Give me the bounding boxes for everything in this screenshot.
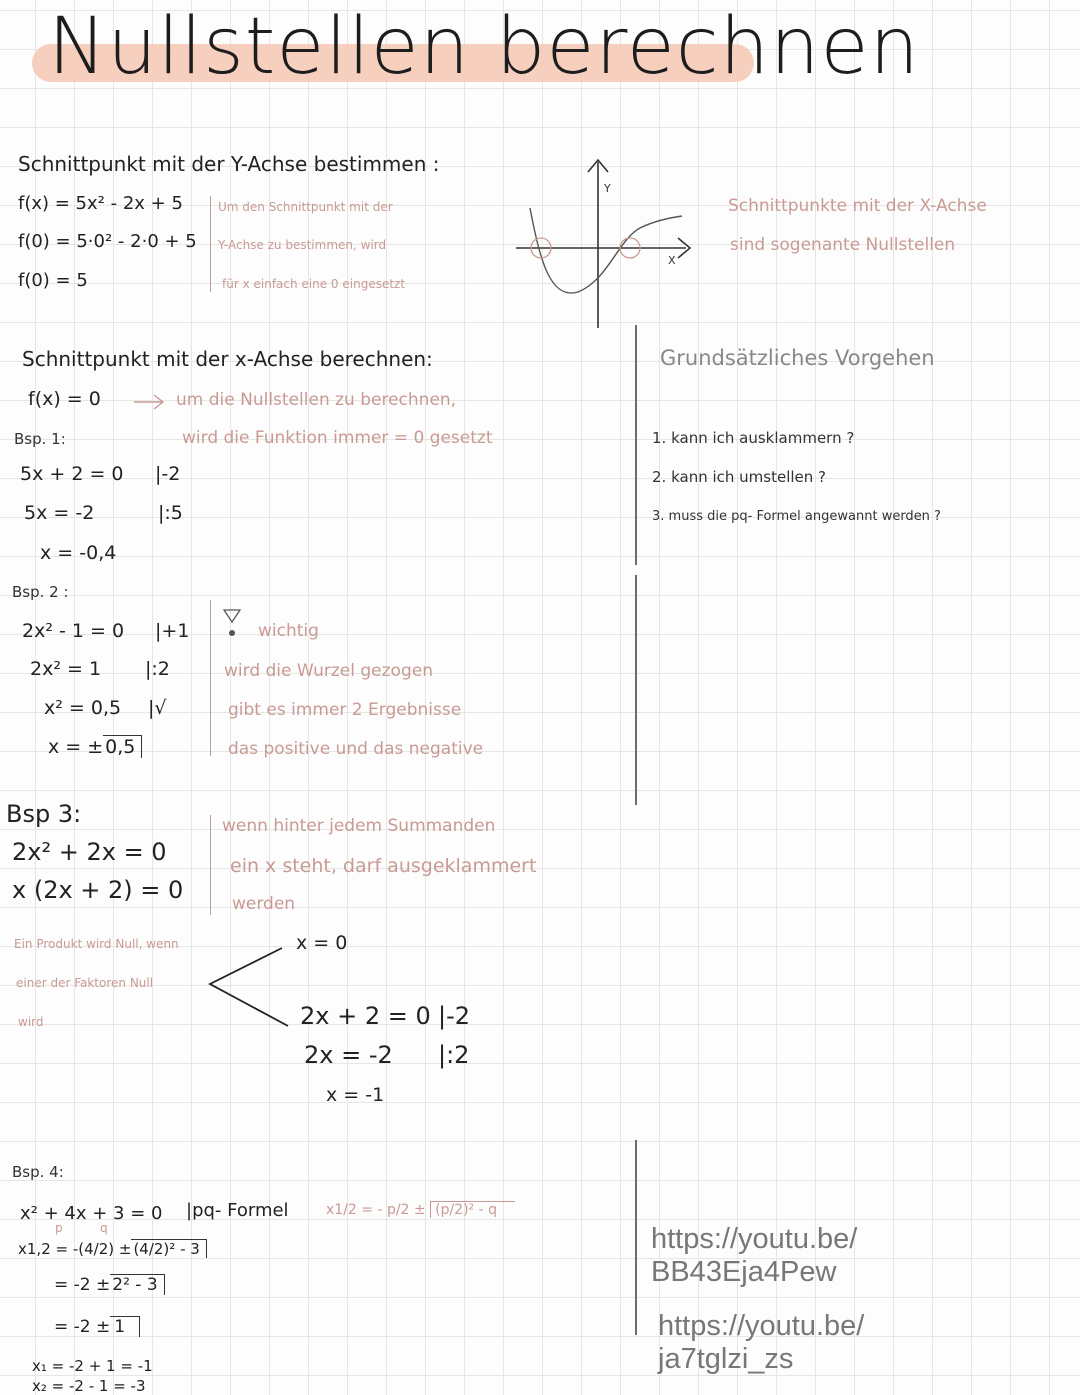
- ex2-op-2: |:2: [145, 658, 170, 680]
- x-note-2: wird die Funktion immer = 0 gesetzt: [182, 428, 493, 448]
- ex2-note-4: das positive und das negative: [228, 739, 484, 759]
- ex3-result-3-op: |:2: [438, 1041, 470, 1069]
- ex4-result-2: x₂ = -2 - 1 = -3: [32, 1377, 146, 1395]
- ex2-note-2: wird die Wurzel gezogen: [224, 661, 433, 681]
- pq-frac: p/2: [386, 1202, 410, 1218]
- ex4-step-1-lhs: x1,2 = -(4/2) ±: [18, 1240, 132, 1258]
- ex2-note-1: wichtig: [258, 621, 319, 641]
- video-link-1[interactable]: [651, 1223, 857, 1289]
- video-link-2-line-2: ja7tglzi_zs: [658, 1343, 794, 1375]
- ex3-result-1: x = 0: [296, 932, 348, 954]
- ex3-note-1: wenn hinter jedem Summanden: [222, 816, 496, 836]
- y-eq-1: f(x) = 5x² - 2x + 5: [18, 193, 183, 214]
- ex4-label: Bsp. 4:: [12, 1163, 64, 1181]
- video-link-2-line-1: https://youtu.be/: [658, 1310, 865, 1342]
- ex4-step-2-lhs: = -2 ±: [54, 1275, 111, 1295]
- ex1-op-1: |-2: [155, 463, 181, 485]
- right-divider-2: [635, 575, 637, 805]
- ex3-product-note-1: Ein Produkt wird Null, wenn: [14, 937, 179, 951]
- ex2-line-4: [48, 736, 142, 758]
- x-axis-label: X: [668, 254, 676, 267]
- ex4-q-marker: q: [100, 1221, 108, 1235]
- ex2-line-4-root: 0,5: [103, 735, 142, 758]
- ex3-note-3: werden: [232, 894, 296, 914]
- ex3-product-note-3: wird: [18, 1015, 44, 1029]
- y-note-1: Um den Schnittpunkt mit der: [218, 200, 393, 214]
- ex1-op-2: |:5: [158, 502, 183, 524]
- ex4-step-1-root: (4/2)² - 3: [131, 1239, 206, 1258]
- ex3-line-1: 2x² + 2x = 0: [12, 838, 167, 866]
- right-divider-3: [635, 1140, 637, 1335]
- pq-pm: ±: [413, 1202, 426, 1218]
- ex3-label: Bsp 3:: [6, 800, 82, 828]
- procedure-step-1: 1. kann ich ausklammern ?: [652, 429, 855, 447]
- pq-root: (p/2)² - q: [430, 1201, 515, 1218]
- ex2-line-2: 2x² = 1: [30, 658, 102, 680]
- branch-bracket: [200, 940, 300, 1032]
- arrow-icon: [132, 392, 168, 412]
- ex4-result-1: x₁ = -2 + 1 = -1: [32, 1357, 153, 1375]
- ex2-line-4-lhs: x = ±: [48, 736, 104, 758]
- ex2-line-3: x² = 0,5: [44, 697, 122, 719]
- ex1-label: Bsp. 1:: [14, 430, 66, 448]
- ex3-note-divider: [210, 815, 211, 915]
- ex4-step-2: [54, 1275, 165, 1295]
- warning-icon: [222, 608, 242, 640]
- graph-note-1: Schnittpunkte mit der X-Achse: [728, 196, 987, 216]
- ex4-p-marker: p: [55, 1221, 63, 1235]
- ex4-operation: |pq- Formel: [186, 1200, 289, 1221]
- ex2-note-3: gibt es immer 2 Ergebnisse: [228, 700, 462, 720]
- ex4-step-3-lhs: = -2 ±: [54, 1317, 111, 1337]
- ex3-result-2: 2x + 2 = 0: [300, 1002, 431, 1030]
- y-eq-2: f(0) = 5·0² - 2·0 + 5: [18, 231, 197, 252]
- graph-note-2: sind sogenante Nullstellen: [730, 235, 956, 255]
- pq-lhs: x1/2 = -: [326, 1202, 383, 1218]
- x-fx-zero: f(x) = 0: [28, 388, 101, 410]
- y-note-3: für x einfach eine 0 eingesetzt: [222, 277, 406, 291]
- ex4-step-3: [54, 1317, 140, 1337]
- procedure-heading: Grundsätzliches Vorgehen: [660, 346, 935, 370]
- right-divider-1: [635, 325, 637, 565]
- y-axis-label: Y: [604, 182, 611, 195]
- y-section-heading: Schnittpunkt mit der Y-Achse bestimmen :: [18, 152, 440, 176]
- ex1-line-1: 5x + 2 = 0: [20, 463, 124, 485]
- y-note-2: Y-Achse zu bestimmen, wird: [218, 238, 387, 252]
- ex2-op-1: |+1: [155, 620, 190, 642]
- ex4-equation: x² + 4x + 3 = 0: [20, 1203, 163, 1224]
- x-section-heading: Schnittpunkt mit der x-Achse berechnen:: [22, 347, 433, 371]
- ex2-label: Bsp. 2 :: [12, 583, 69, 601]
- pq-formula: [326, 1202, 515, 1218]
- graph-sketch: [510, 150, 710, 335]
- ex4-step-1: [18, 1240, 207, 1258]
- y-note-divider: [210, 196, 211, 292]
- ex3-result-3: 2x = -2: [304, 1041, 393, 1069]
- ex2-note-divider: [210, 600, 211, 756]
- ex1-line-2: 5x = -2: [24, 502, 95, 524]
- ex3-product-note-2: einer der Faktoren Null: [16, 976, 154, 990]
- y-eq-3: f(0) = 5: [18, 270, 88, 291]
- function-curve: [530, 208, 682, 293]
- ex4-step-3-root: 1: [110, 1316, 140, 1337]
- procedure-step-3: 3. muss die pq- Formel angewannt werden ?: [652, 509, 941, 524]
- video-link-1-line-2: BB43Eja4Pew: [651, 1256, 837, 1288]
- ex4-step-2-root: 2² - 3: [110, 1274, 164, 1295]
- x-note-1: um die Nullstellen zu berechnen,: [176, 390, 457, 410]
- page-title: Nullstellen berechnen: [48, 2, 920, 92]
- ex3-result-4: x = -1: [326, 1084, 385, 1106]
- ex3-result-2-op: |-2: [438, 1002, 471, 1030]
- video-link-2[interactable]: [658, 1310, 864, 1376]
- procedure-step-2: 2. kann ich umstellen ?: [652, 468, 827, 486]
- ex3-note-2: ein x steht, darf ausgeklammert: [230, 855, 537, 877]
- ex3-line-2: x (2x + 2) = 0: [12, 876, 184, 904]
- ex2-line-1: 2x² - 1 = 0: [22, 620, 125, 642]
- ex2-op-3: |√: [148, 697, 167, 719]
- video-link-1-line-1: https://youtu.be/: [651, 1223, 858, 1255]
- ex1-line-3: x = -0,4: [40, 542, 117, 564]
